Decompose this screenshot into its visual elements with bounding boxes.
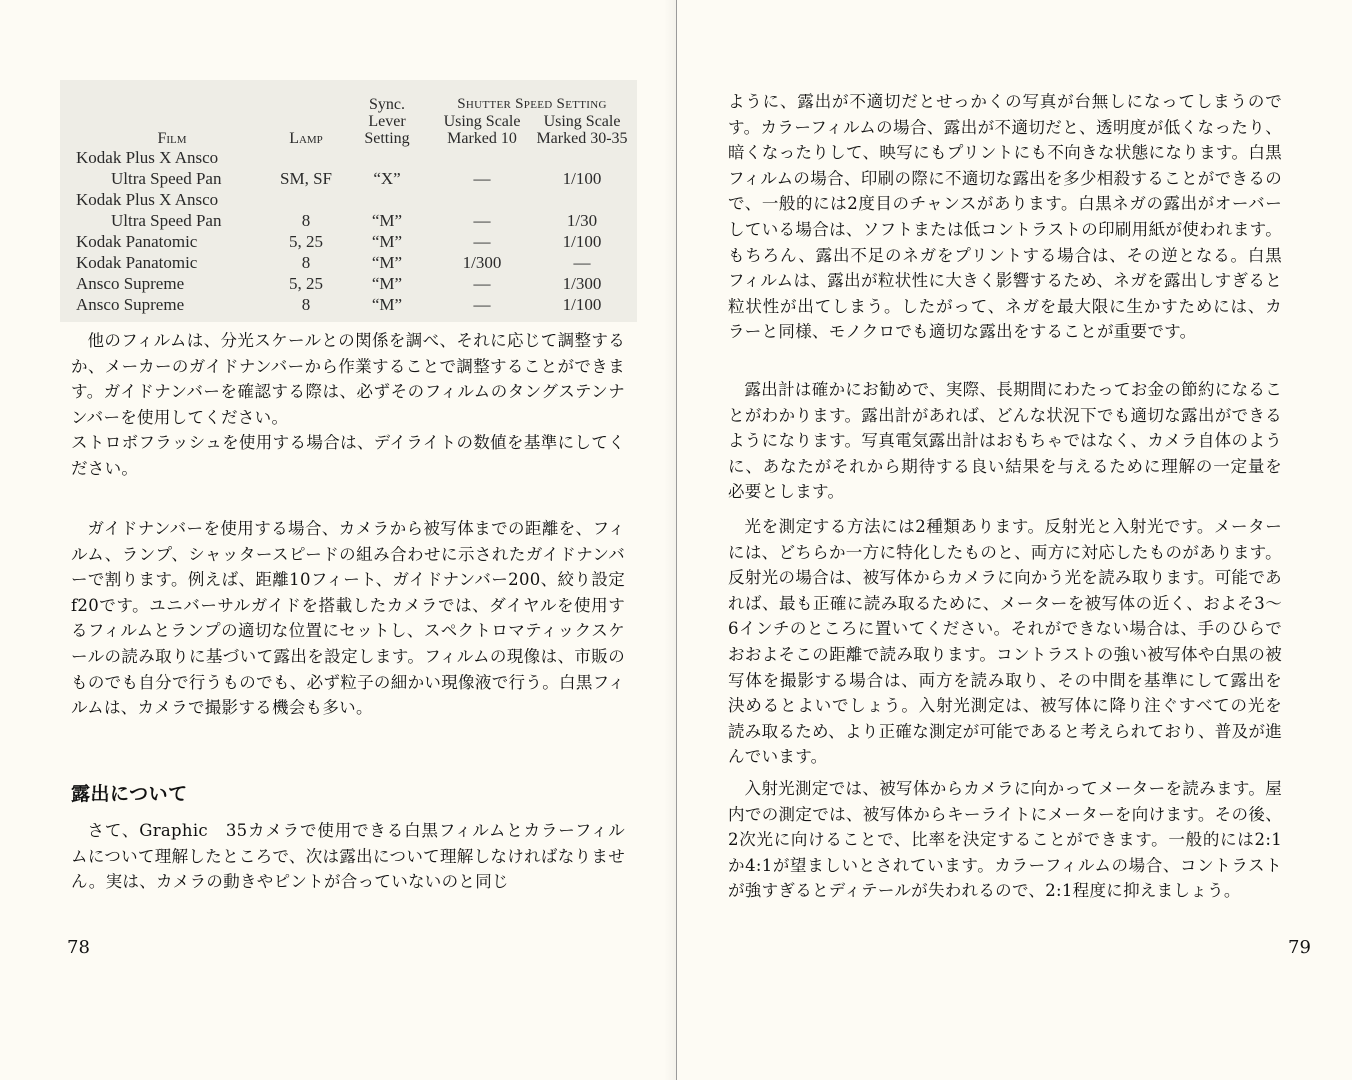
lamp-cell: 8 (301, 253, 311, 272)
scale-10-cell: — (473, 274, 491, 293)
paragraph: 光を測定する方法には2種類あります。反射光と入射光です。メーターには、どちらか一方に特化したものと、両方に対応したものがあります。反射光の場合は、被写体からカメラに向かう光を読み取ります。可能であれば、最も正確に読み取るために、メーターを被写体の近く、およそ3〜6インチのところに置いてください。それができない場合は、手のひらでおおよそこの距離で読み取ります。コントラストの強い被写体や白黒の被写体を撮影する場合は、両方を読み取り、その中間を基準にして露出を決めるとよいでしょう。入射光測定は、被写体に降り注ぐすべての光を読み取るため、より正確な測定が可能であると考えられており、普及が進んでいます。 (728, 517, 1282, 767)
right-body-block-4 (728, 776, 1282, 904)
left-body-block-3 (71, 818, 625, 895)
paragraph: さて、Graphic 35カメラで使用できる白黒フィルムとカラーフィルムについて理解したところで、次は露出について理解しなければなりません。実は、カメラの動きやピントが合っていないのと同じ (71, 821, 625, 892)
paragraph: 露出計は確かにお勧めで、実際、長期間にわたってお金の節約になることがわかります。露出計があれば、どんな状況下でも適切な露出ができるようになります。写真電気露出計はおもちゃではなく、カメラ自体のように、あなたがそれから期待する良い結果を与えるために理解の一定量を必要とします。 (728, 380, 1282, 502)
film-cell: Kodak Plus X Ansco (76, 190, 219, 209)
table-row (74, 168, 632, 189)
film-cell: Ansco Supreme (76, 295, 185, 314)
sync-cell: “M” (371, 211, 403, 230)
scale-10-cell: — (473, 169, 491, 188)
scale-30-35-cell: 1/100 (562, 295, 602, 314)
scale-30-35-cell: — (573, 253, 591, 272)
film-cell: Ultra Speed Pan (111, 169, 222, 188)
film-cell: Ansco Supreme (76, 274, 185, 293)
scale-10-cell: — (473, 232, 491, 251)
table-row (74, 189, 632, 210)
header-sync (342, 96, 432, 147)
header-sync-line: Sync. (369, 96, 405, 113)
scale-10-cell: — (473, 211, 491, 230)
right-page (677, 0, 1352, 1080)
sync-cell: “X” (373, 169, 401, 188)
lamp-cell: SM, SF (280, 169, 332, 188)
lamp-cell: 8 (301, 295, 311, 314)
lamp-cell: 5, 25 (289, 274, 323, 293)
scale-10-cell: 1/300 (462, 253, 502, 272)
paragraph: 入射光測定では、被写体からカメラに向かってメーターを読みます。屋内での測定では、被写体からキーライトにメーターを向けます。その後、2次光に向けることで、比率を決定することができます。一般的には2:1か4:1が望ましいとされています。カラーフィルムの場合、コントラストが強すぎるとディテールが失われるので、2:1程度に抑えましょう。 (728, 779, 1282, 901)
paragraph: ガイドナンバーを使用する場合、カメラから被写体までの距離を、フィルム、ランプ、シャッタースピードの組み合わせに示されたガイドナンバーで割ります。例えば、距離10フィート、ガイドナンバー200、絞り設定f20です。ユニバーサルガイドを搭載したカメラでは、ダイヤルを使用するフィルムとランプの適切な位置にセットし、スペクトロマティックスケールの読み取りに基づいて露出を設定します。フィルムの現像は、市販のものでも自分で行うものでも、必ず粒子の細かい現像液で行う。白黒フィルムは、カメラで撮影する機会も多い。 (71, 519, 625, 718)
sync-cell: “M” (371, 274, 403, 293)
header-scale-10 (432, 113, 532, 147)
header-scale-10-line: Marked 10 (447, 130, 517, 147)
header-film: Film (157, 130, 187, 147)
film-cell: Kodak Panatomic (76, 232, 198, 251)
table-row (74, 210, 632, 231)
sync-cell: “M” (371, 253, 403, 272)
header-shutter-speed: Shutter Speed Setting (457, 96, 607, 112)
scale-30-35-cell: 1/100 (562, 169, 602, 188)
page-number: 79 (1288, 937, 1311, 958)
scale-30-35-cell: 1/300 (562, 274, 602, 293)
flash-settings-table (74, 96, 632, 315)
film-cell: Kodak Panatomic (76, 253, 198, 272)
header-scale-30-35 (532, 113, 632, 147)
table-row (74, 231, 632, 252)
right-body-block-2 (728, 377, 1282, 505)
table-row (74, 294, 632, 315)
section-heading: 露出について (71, 783, 188, 805)
paragraph: ストロボフラッシュを使用する場合は、デイライトの数値を基準にしてください。 (71, 433, 625, 478)
paragraph: ように、露出が不適切だとせっかくの写真が台無しになってしまうのです。カラーフィルムの場合、露出が不適切だと、透明度が低くなったり、暗くなったりして、映写にもプリントにも不向きな状態になります。白黒フィルムの場合、印刷の際に不適切な露出を多少相殺することができるので、一般的には2度目のチャンスがあります。白黒ネガの露出がオーバーしている場合は、ソフトまたは低コントラストの印刷用紙が使われます。もちろん、露出不足のネガをプリントする場合は、その逆となる。白黒フィルムは、露出が粒状性に大きく影響するため、ネガを露出しすぎると粒状性が出てしまう。したがって、ネガを最大限に生かすためには、カラーと同様、モノクロでも適切な露出をすることが重要です。 (728, 92, 1282, 342)
film-cell: Kodak Plus X Ansco (76, 148, 219, 167)
header-scale-10-line: Using Scale (443, 113, 521, 130)
right-body-block-1 (728, 89, 1282, 345)
film-cell: Ultra Speed Pan (111, 211, 222, 230)
header-scale-30-35-line: Marked 30-35 (536, 130, 628, 147)
lamp-cell: 5, 25 (289, 232, 323, 251)
paragraph: 他のフィルムは、分光スケールとの関係を調べ、それに応じて調整するか、メーカーのガイドナンバーから作業することで調整することができます。ガイドナンバーを確認する際は、必ずそのフィルムのタングステンナンバーを使用してください。 (71, 331, 625, 427)
left-body-block-1 (71, 328, 625, 482)
header-scale-30-35-line: Using Scale (543, 113, 621, 130)
page-number: 78 (67, 937, 90, 958)
scale-30-35-cell: 1/100 (562, 232, 602, 251)
scale-30-35-cell: 1/30 (566, 211, 598, 230)
sync-cell: “M” (371, 232, 403, 251)
header-lamp: Lamp (289, 130, 323, 147)
header-sync-line: Setting (364, 130, 410, 147)
header-sync-line: Lever (368, 113, 406, 130)
sync-cell: “M” (371, 295, 403, 314)
right-body-block-3 (728, 514, 1282, 770)
table-row (74, 147, 632, 168)
scale-10-cell: — (473, 295, 491, 314)
flash-settings-table-image (60, 80, 637, 322)
table-row (74, 252, 632, 273)
left-body-block-2 (71, 516, 625, 721)
table-row (74, 273, 632, 294)
lamp-cell: 8 (301, 211, 311, 230)
